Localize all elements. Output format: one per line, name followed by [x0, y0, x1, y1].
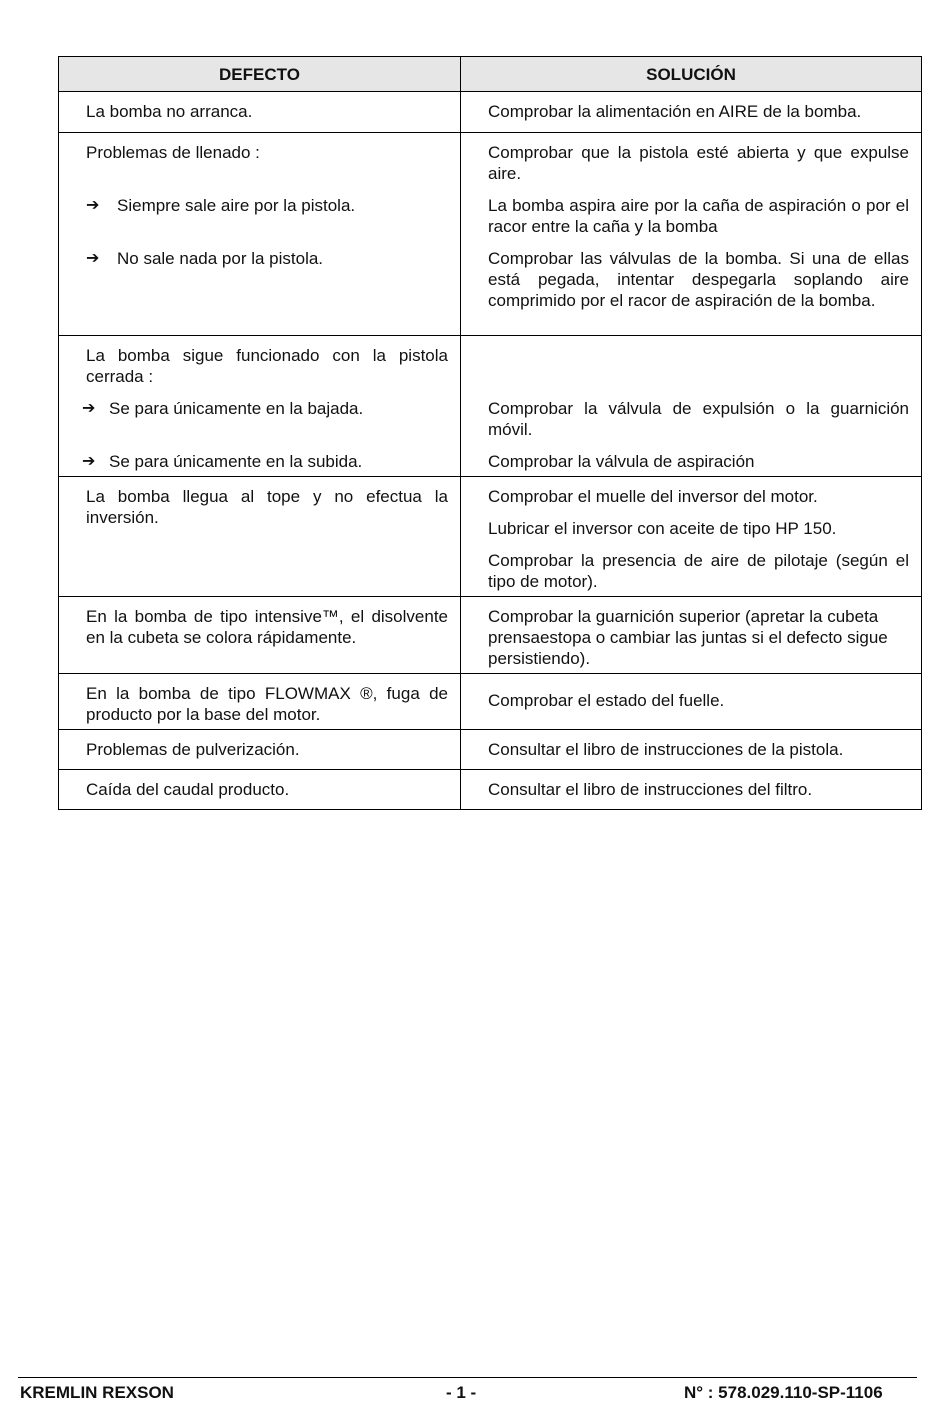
- solution-text: Comprobar las válvulas de la bomba. Si una de ellas está pegada, intentar despegarla soplando aire comprimido por el racor de aspiración de la bomba.: [488, 249, 909, 310]
- solution-cell: [461, 477, 922, 597]
- solution-text: Comprobar el estado del fuelle.: [488, 691, 725, 710]
- right-arrow-icon: ➔: [86, 197, 100, 214]
- defect-bullet: [86, 248, 448, 269]
- solution-cell: [461, 92, 922, 133]
- solution-text: La bomba aspira aire por la caña de aspiración o por el racor entre la caña y la bomba: [488, 196, 909, 236]
- solution-text: Consultar el libro de instrucciones del filtro.: [488, 780, 813, 799]
- defect-text: La bomba sigue funcionado con la pistola cerrada :: [86, 346, 448, 386]
- right-arrow-icon: ➔: [82, 400, 96, 417]
- table-row: [59, 770, 922, 810]
- table-header-row: [59, 57, 922, 92]
- defect-bullet: [86, 195, 448, 216]
- header-defect: DEFECTO: [59, 57, 461, 92]
- footer-page-number: - 1 -: [446, 1383, 477, 1402]
- defect-text: La bomba no arranca.: [86, 102, 253, 121]
- table-row: [59, 92, 922, 133]
- defect-cell: [59, 477, 461, 597]
- right-arrow-icon: ➔: [82, 453, 96, 470]
- solution-cell: [461, 336, 922, 477]
- solution-text: Comprobar la válvula de expulsión o la guarnición móvil.: [488, 399, 909, 439]
- footer-company: KREMLIN REXSON: [20, 1383, 174, 1402]
- defect-text: En la bomba de tipo FLOWMAX ®, fuga de producto por la base del motor.: [86, 684, 448, 724]
- header-solution: SOLUCIÓN: [461, 57, 922, 92]
- defect-cell: [59, 770, 461, 810]
- table-row: [59, 336, 922, 477]
- solution-text: Lubricar el inversor con aceite de tipo HP 150.: [488, 519, 837, 538]
- footer-divider: [18, 1377, 917, 1378]
- defect-bullet-text: Se para únicamente en la subida.: [109, 452, 363, 471]
- defect-bullet: [82, 451, 448, 472]
- table-row: [59, 597, 922, 674]
- troubleshooting-table: [58, 56, 922, 810]
- solution-cell: [461, 674, 922, 730]
- footer-doc-number: N° : 578.029.110-SP-1106: [684, 1383, 883, 1402]
- defect-bullet-text: Siempre sale aire por la pistola.: [117, 196, 356, 215]
- solution-cell: [461, 133, 922, 336]
- defect-cell: [59, 597, 461, 674]
- defect-cell: [59, 730, 461, 770]
- right-arrow-icon: ➔: [86, 250, 100, 267]
- solution-text: Consultar el libro de instrucciones de la pistola.: [488, 740, 844, 759]
- table-row: [59, 730, 922, 770]
- table-row: [59, 477, 922, 597]
- solution-text: Comprobar la alimentación en AIRE de la bomba.: [488, 102, 862, 121]
- solution-text: Comprobar el muelle del inversor del motor.: [488, 487, 818, 506]
- defect-cell: [59, 92, 461, 133]
- solution-cell: [461, 730, 922, 770]
- solution-text: Comprobar la presencia de aire de pilotaje (según el tipo de motor).: [488, 551, 909, 591]
- defect-cell: [59, 133, 461, 336]
- defect-bullet-text: No sale nada por la pistola.: [117, 249, 324, 268]
- solution-cell: [461, 770, 922, 810]
- defect-cell: [59, 674, 461, 730]
- defect-bullet: [82, 398, 448, 419]
- table-row: [59, 674, 922, 730]
- defect-text: La bomba llegua al tope y no efectua la inversión.: [86, 487, 448, 527]
- solution-text: Comprobar la válvula de aspiración: [488, 452, 755, 471]
- defect-cell: [59, 336, 461, 477]
- defect-text: Problemas de pulverización.: [86, 740, 300, 759]
- defect-text: Caída del caudal producto.: [86, 780, 290, 799]
- defect-text: Problemas de llenado :: [86, 143, 260, 162]
- table-row: [59, 133, 922, 336]
- defect-bullet-text: Se para únicamente en la bajada.: [109, 399, 364, 418]
- solution-text: Comprobar la guarnición superior (apretar la cubeta prensaestopa o cambiar las juntas si el defecto sigue persistiendo).: [488, 607, 888, 668]
- defect-text: En la bomba de tipo intensive™, el disolvente en la cubeta se colora rápidamente.: [86, 607, 448, 647]
- solution-text: Comprobar que la pistola esté abierta y que expulse aire.: [488, 143, 909, 183]
- solution-cell: [461, 597, 922, 674]
